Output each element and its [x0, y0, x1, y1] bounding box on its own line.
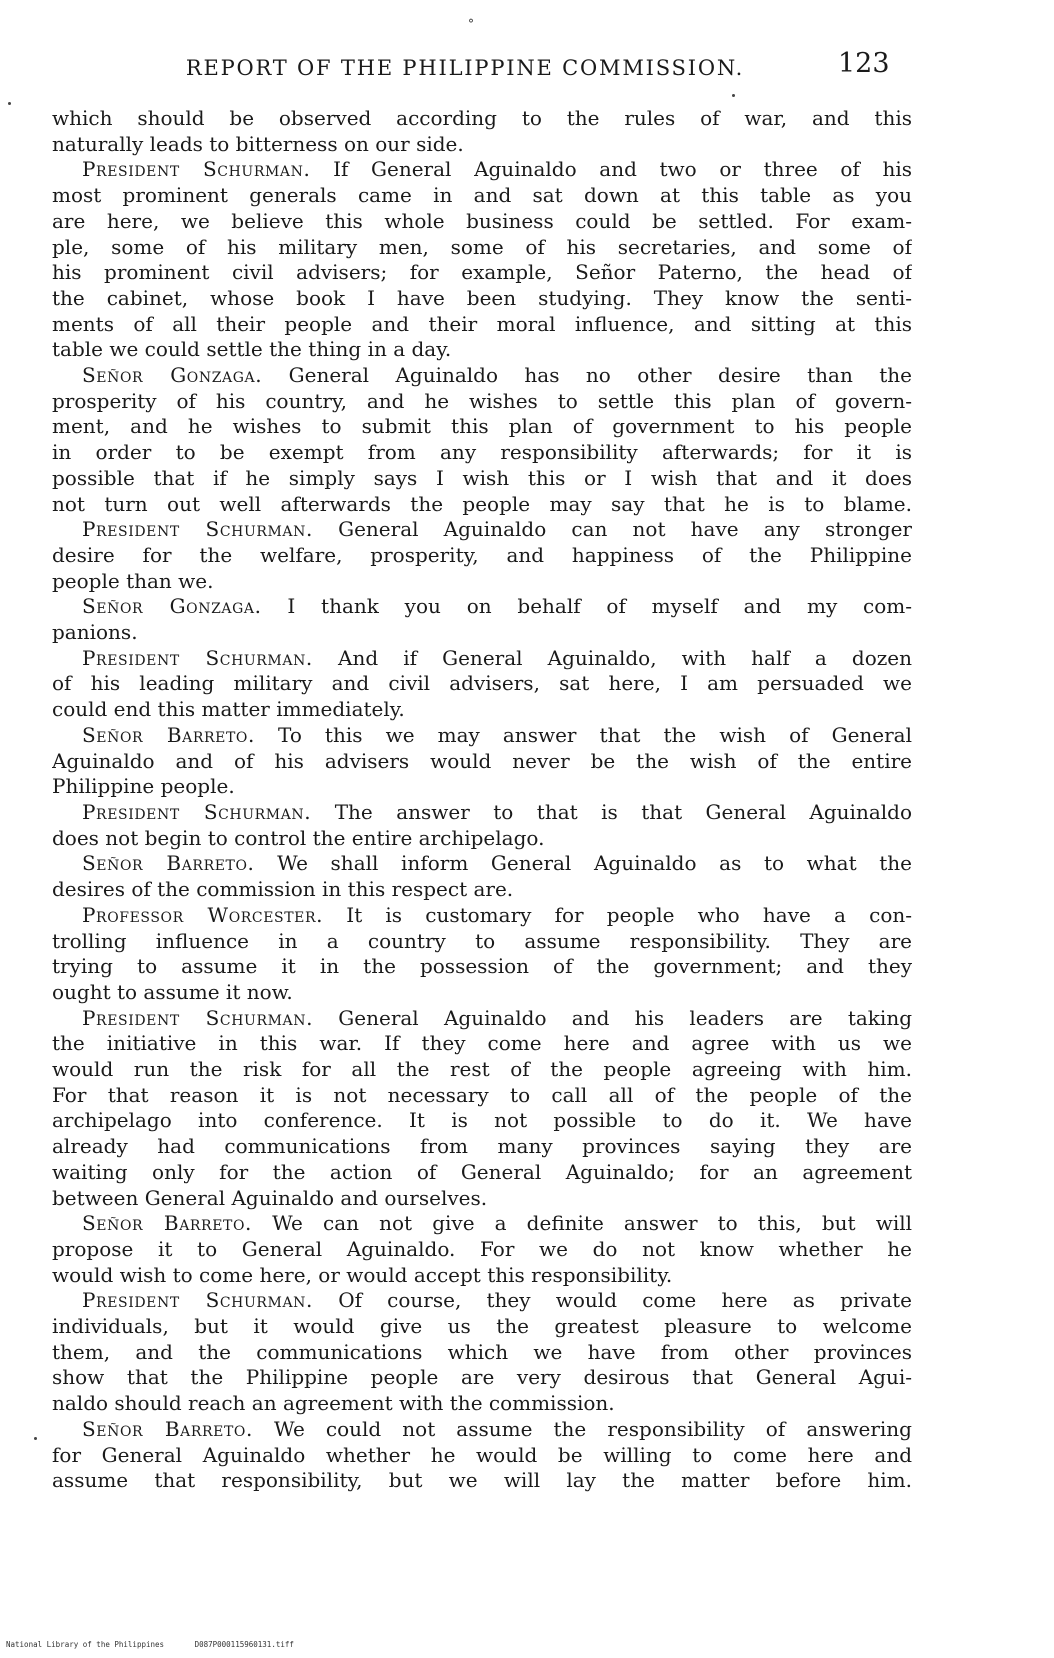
line-text: would wish to come here, or would accept this responsibility. — [52, 1262, 673, 1287]
text-line — [52, 1160, 912, 1186]
speaker-name: Señor Barreto. — [82, 1211, 252, 1236]
text-line — [52, 671, 912, 697]
line-text: assume that responsibility, but we will lay the matter before him. — [52, 1468, 912, 1493]
text-line — [52, 1031, 912, 1057]
line-text: desires of the commission in this respect are. — [52, 877, 514, 902]
speaker-paragraph-line — [52, 851, 912, 877]
scan-footer — [6, 1640, 320, 1650]
line-text: It is customary for people who have a con- — [346, 902, 912, 927]
text-line — [52, 492, 912, 518]
speaker-paragraph-line — [52, 157, 912, 183]
speaker-paragraph-line — [52, 723, 912, 749]
line-text: of his leading military and civil advisers, sat here, I am persuaded we — [52, 671, 912, 696]
text-line — [52, 414, 912, 440]
speaker-paragraph-line — [52, 517, 912, 543]
line-text: individuals, but it would give us the greatest pleasure to welcome — [52, 1314, 912, 1339]
text-line — [52, 106, 912, 132]
line-text: the cabinet, whose book I have been studying. They know the senti- — [52, 285, 912, 310]
line-text: prosperity of his country, and he wishes to settle this plan of govern- — [52, 388, 912, 413]
text-line — [52, 620, 912, 646]
text-line — [52, 312, 912, 338]
line-text: the initiative in this war. If they come here and agree with us we — [52, 1031, 912, 1056]
line-text: table we could settle the thing in a day. — [52, 337, 452, 362]
text-line — [52, 183, 912, 209]
line-text: trying to assume it in the possession of the government; and they — [52, 954, 912, 979]
speaker-paragraph-line — [52, 903, 912, 929]
line-text: would run the risk for all the rest of the people agreeing with him. — [52, 1057, 912, 1082]
line-text: The answer to that is that General Aguinaldo — [334, 799, 912, 824]
speaker-paragraph-line — [52, 594, 912, 620]
text-line — [52, 1468, 912, 1494]
speaker-paragraph-line — [52, 800, 912, 826]
text-line — [52, 337, 912, 363]
text-line — [52, 774, 912, 800]
line-text: propose it to General Aguinaldo. For we do not know whether he — [52, 1236, 912, 1261]
line-text: Philippine people. — [52, 774, 235, 799]
speaker-paragraph-line — [52, 1417, 912, 1443]
speaker-name: President Schurman. — [82, 517, 313, 542]
line-text: waiting only for the action of General Aguinaldo; for an agreement — [52, 1159, 912, 1184]
text-line — [52, 1186, 912, 1212]
line-text: does not begin to control the entire archipelago. — [52, 825, 545, 850]
text-line — [52, 697, 912, 723]
text-line — [52, 1057, 912, 1083]
line-text: for General Aguinaldo whether he would be willing to come here and — [52, 1442, 912, 1467]
line-text: possible that if he simply says I wish this or I wish that and it does — [52, 465, 912, 490]
line-text: For that reason it is not necessary to call all of the people of the — [52, 1082, 912, 1107]
line-text: not turn out well afterwards the people may say that he is to blame. — [52, 491, 912, 516]
scan-filename: D087P000115960131.tiff — [194, 1640, 294, 1649]
line-text: naturally leads to bitterness on our side. — [52, 131, 464, 156]
line-text: We can not give a definite answer to this, but will — [272, 1211, 912, 1236]
line-text: which should be observed according to the rules of war, and this — [52, 106, 912, 130]
text-line — [52, 877, 912, 903]
text-line — [52, 286, 912, 312]
text-line — [52, 749, 912, 775]
text-line — [52, 543, 912, 569]
speaker-name: Señor Barreto. — [82, 722, 255, 747]
text-line — [52, 826, 912, 852]
running-header: REPORT OF THE PHILIPPINE COMMISSION. — [185, 56, 745, 80]
line-text: To this we may answer that the wish of General — [278, 722, 912, 747]
page-number: 123 — [838, 48, 890, 79]
text-line — [52, 1314, 912, 1340]
text-line — [52, 1365, 912, 1391]
text-line — [52, 389, 912, 415]
speaker-name: President Schurman. — [82, 645, 313, 670]
speaker-name: President Schurman. — [82, 799, 312, 824]
text-line — [52, 1443, 912, 1469]
speaker-name: President Schurman. — [82, 157, 311, 182]
text-line — [52, 1083, 912, 1109]
margin-mark — [8, 102, 11, 105]
line-text: If General Aguinaldo and two or three of his — [333, 157, 912, 182]
line-text: are here, we believe this whole business could be settled. For exam- — [52, 208, 912, 233]
line-text: them, and the communications which we have from other provinces — [52, 1339, 912, 1364]
speaker-paragraph-line — [52, 1006, 912, 1032]
line-text: show that the Philippine people are very desirous that General Agui- — [52, 1365, 912, 1390]
line-text: between General Aguinaldo and ourselves. — [52, 1185, 488, 1210]
library-credit: National Library of the Philippines — [6, 1640, 165, 1649]
line-text: We shall inform General Aguinaldo as to what the — [277, 851, 912, 876]
speaker-paragraph-line — [52, 363, 912, 389]
line-text: panions. — [52, 620, 138, 645]
text-line — [52, 1108, 912, 1134]
transcript-body — [52, 106, 912, 1494]
line-text: people than we. — [52, 568, 214, 593]
text-line — [52, 1237, 912, 1263]
line-text: most prominent generals came in and sat down at this table as you — [52, 183, 912, 208]
line-text: already had communications from many provinces saying they are — [52, 1134, 912, 1159]
speaker-name: Señor Gonzaga. — [82, 594, 262, 619]
text-line — [52, 980, 912, 1006]
speaker-paragraph-line — [52, 1288, 912, 1314]
text-line — [52, 440, 912, 466]
line-text: could end this matter immediately. — [52, 697, 405, 722]
speaker-paragraph-line — [52, 1211, 912, 1237]
text-line — [52, 466, 912, 492]
text-line — [52, 929, 912, 955]
line-text: I thank you on behalf of myself and my com- — [287, 594, 912, 619]
text-line — [52, 260, 912, 286]
line-text: And if General Aguinaldo, with half a dozen — [338, 645, 912, 670]
text-line — [52, 954, 912, 980]
speaker-name: President Schurman. — [82, 1288, 313, 1313]
ink-speck: ° — [468, 17, 474, 31]
line-text: ple, some of his military men, some of his secretaries, and some of — [52, 234, 912, 259]
line-text: We could not assume the responsibility of answering — [274, 1416, 912, 1441]
line-text: naldo should reach an agreement with the commission. — [52, 1391, 615, 1416]
text-line — [52, 1391, 912, 1417]
speaker-name: President Schurman. — [82, 1005, 314, 1030]
text-line — [52, 1263, 912, 1289]
line-text: ment, and he wishes to submit this plan of government to his people — [52, 414, 912, 439]
line-text: ments of all their people and their moral influence, and sitting at this — [52, 311, 912, 336]
margin-mark — [732, 94, 735, 97]
line-text: in order to be exempt from any responsibility afterwards; for it is — [52, 440, 912, 465]
margin-mark — [34, 1437, 37, 1440]
text-line — [52, 132, 912, 158]
line-text: General Aguinaldo and his leaders are taking — [338, 1005, 912, 1030]
text-line — [52, 209, 912, 235]
text-line — [52, 235, 912, 261]
speaker-paragraph-line — [52, 646, 912, 672]
text-line — [52, 1340, 912, 1366]
speaker-name: Señor Barreto. — [82, 851, 255, 876]
line-text: General Aguinaldo has no other desire than the — [288, 363, 912, 388]
line-text: archipelago into conference. It is not possible to do it. We have — [52, 1108, 912, 1133]
text-line — [52, 1134, 912, 1160]
line-text: ought to assume it now. — [52, 979, 293, 1004]
speaker-name: Señor Barreto. — [82, 1416, 253, 1441]
line-text: trolling influence in a country to assume responsibility. They are — [52, 928, 912, 953]
speaker-name: Señor Gonzaga. — [82, 363, 263, 388]
line-text: Aguinaldo and of his advisers would never be the wish of the entire — [52, 748, 912, 773]
line-text: Of course, they would come here as private — [338, 1288, 912, 1313]
line-text: desire for the welfare, prosperity, and happiness of the Philippine — [52, 542, 912, 567]
text-line — [52, 569, 912, 595]
line-text: General Aguinaldo can not have any stronger — [338, 517, 912, 542]
speaker-name: Professor Worcester. — [82, 902, 324, 927]
line-text: his prominent civil advisers; for example, Señor Paterno, the head of — [52, 260, 912, 285]
